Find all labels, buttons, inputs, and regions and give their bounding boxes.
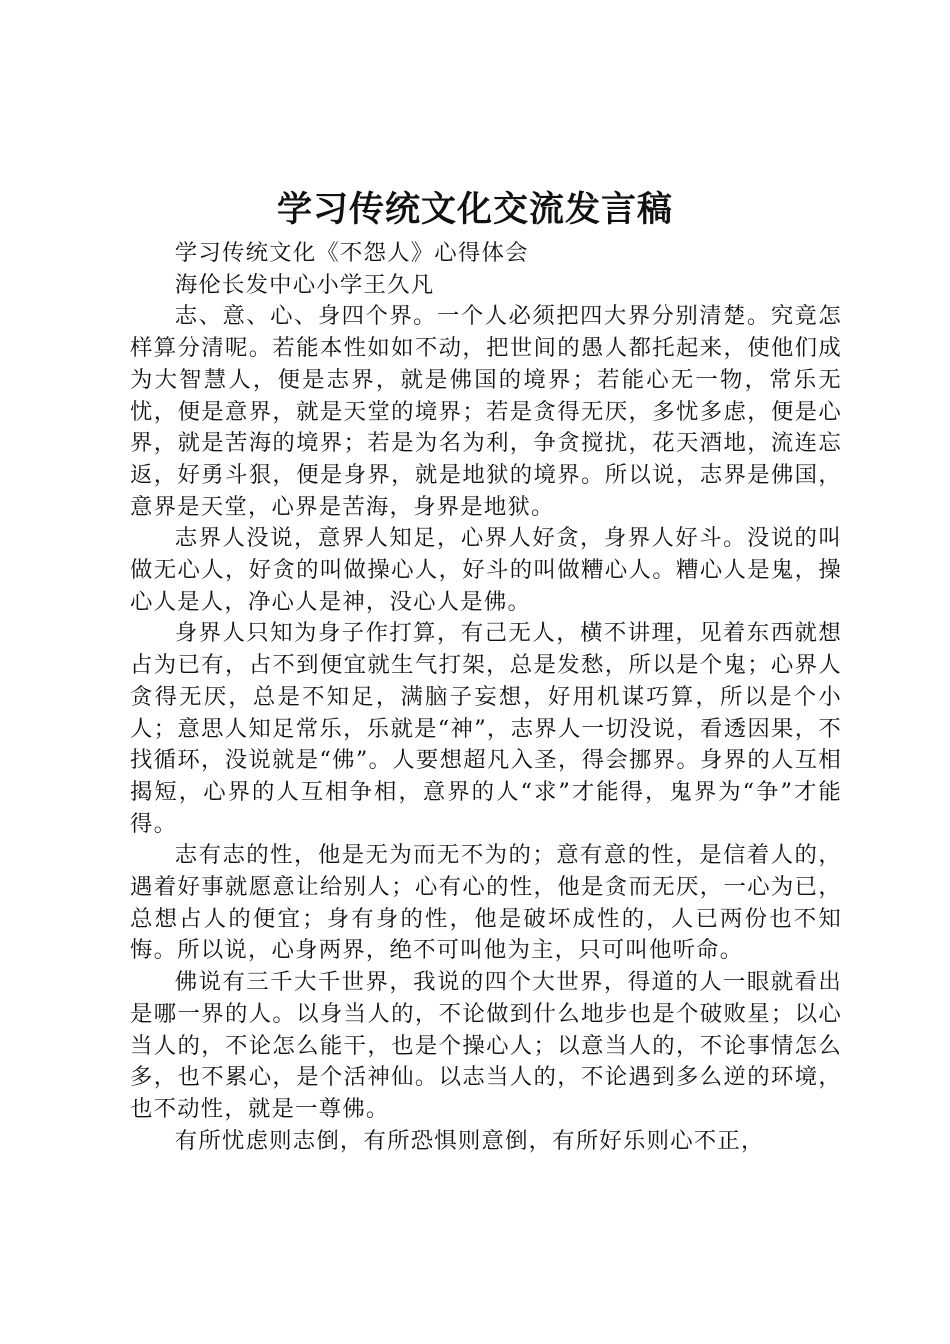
body-paragraph-2: 志界人没说，意界人知足，心界人好贪，身界人好斗。没说的叫做无心人，好贪的叫做操心人，好斗的叫做糟心人。糟心人是鬼，操心人是人，净心人是神，没心人是佛。 [130, 525, 842, 615]
body-paragraph-6: 有所忧虑则志倒，有所恐惧则意倒，有所好乐则心不正， [174, 1127, 765, 1154]
body-paragraph-1: 志、意、心、身四个界。一个人必须把四大界分别清楚。究竟怎样算分清呢。若能本性如如不动，把世间的愚人都托起来，使他们成为大智慧人，便是志界，就是佛国的境界；若能心无一物，常乐无忧，便是意界，就是天堂的境界；若是贪得无厌，多忧多虑，便是心界，就是苦海的境界；若是为名为利，争贪搅扰，花天酒地，流连忘返，好勇斗狠，便是身界，就是地狱的境界。所以说，志界是佛国，意界是天堂，心界是苦海，身界是地狱。 [130, 303, 842, 520]
body-paragraph-5: 佛说有三千大千世界，我说的四个大世界，得道的人一眼就看出是哪一界的人。以身当人的，不论做到什么地步也是个破败星；以心当人的，不论怎么能干，也是个操心人；以意当人的，不论事情怎么多，也不累心，是个活神仙。以志当人的，不论遇到多么逆的环境，也不动性，就是一尊佛。 [130, 969, 842, 1122]
document-body [130, 238, 842, 1157]
document-author: 海伦长发中心小学王久凡 [174, 271, 435, 298]
body-paragraph-4: 志有志的性，他是无为而无不为的；意有意的性，是信着人的，遇着好事就愿意让给别人；心有心的性，他是贪而无厌，一心为已，总想占人的便宜；身有身的性，他是破坏成性的，人已两份也不知悔。所以说，心身两界，绝不可叫他为主，只可叫他听命。 [130, 842, 842, 964]
document-subtitle: 学习传统文化《不怨人》心得体会 [174, 240, 529, 266]
body-paragraph-3: 身界人只知为身子作打算，有己无人，横不讲理，见着东西就想占为已有，占不到便宜就生气打架，总是发愁，所以是个鬼；心界人贪得无厌，总是不知足，满脑子妄想，好用机谋巧算，所以是个小人；意思人知足常乐，乐就是“神”，志界人一切没说，看透因果，不找循环，没说就是“佛”。人要想超凡入圣，得会挪界。身界的人互相揭短，心界的人互相争相，意界的人“求”才能得，鬼界为“争”才能得。 [130, 620, 842, 837]
document-title: 学习传统文化交流发言稿 [276, 189, 673, 230]
